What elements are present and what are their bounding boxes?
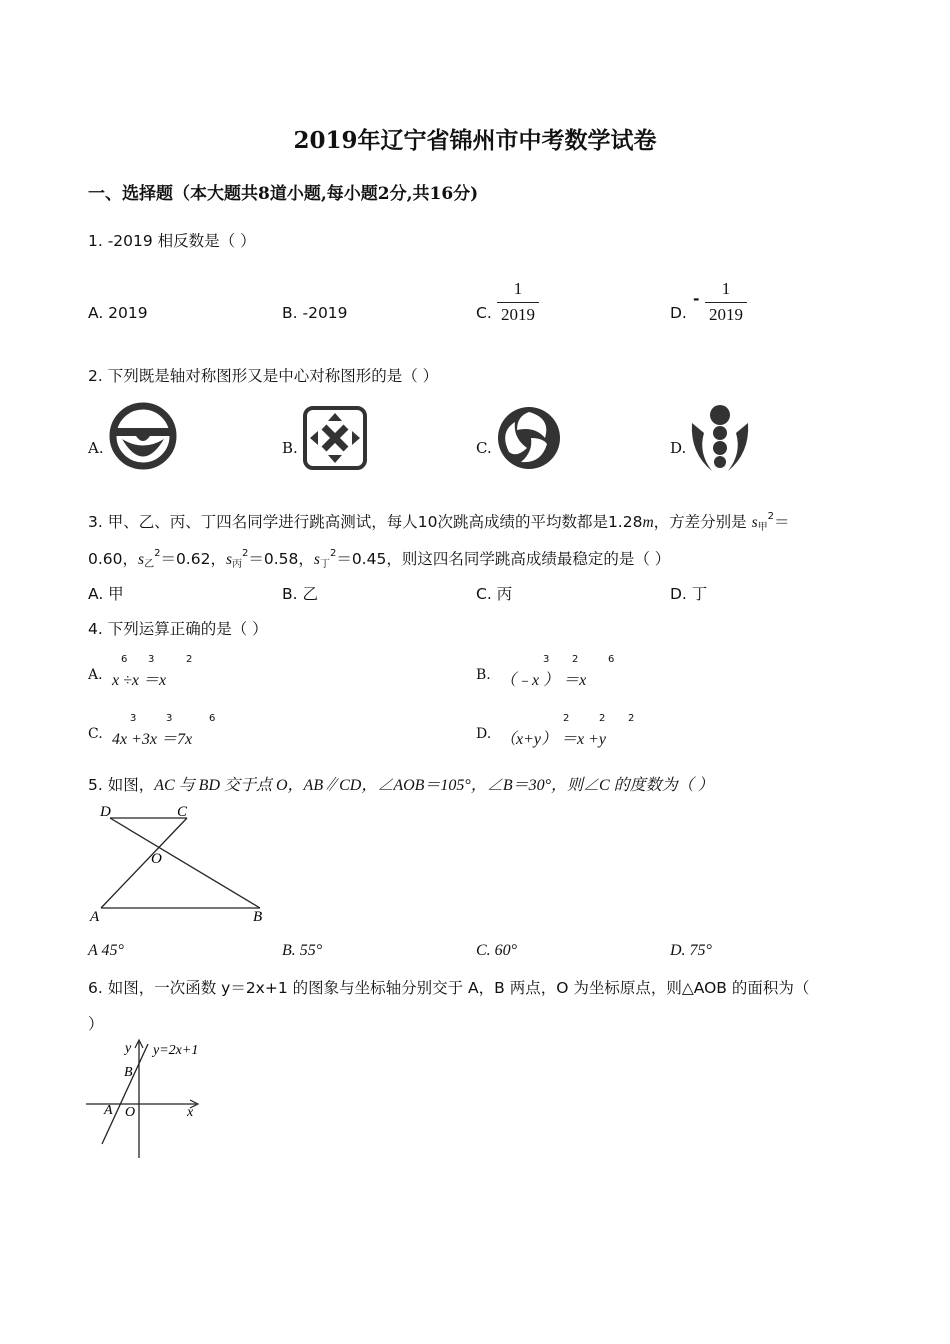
q2-stem: 2. 下列既是轴对称图形又是中心对称图形的是（ ）	[88, 367, 439, 385]
q5-stem	[88, 772, 714, 795]
q5-option-a[interactable]: A 45°	[88, 942, 124, 959]
q5-option-b[interactable]: B. 55°	[282, 942, 323, 959]
q1-option-d-fraction	[705, 279, 747, 325]
q4-option-d-label[interactable]: D.	[476, 726, 492, 742]
q3-line2	[88, 547, 670, 569]
page-title: 2019年辽宁省锦州市中考数学试卷	[293, 127, 657, 154]
q1-option-d-label[interactable]: D.	[670, 304, 687, 322]
q4-a-sup-2: 3	[148, 654, 155, 665]
q4-option-d-expr: （x+y） ＝x +y	[500, 731, 607, 748]
q4-option-c-expr: 4x +3x ＝7x	[112, 731, 193, 748]
sub-yi: 乙	[144, 559, 155, 570]
variance-s: s	[313, 551, 320, 568]
fraction-bar	[705, 302, 747, 303]
variance-s: s	[225, 551, 232, 568]
q3-line1-post: ，方差分别是	[653, 513, 747, 531]
q3-option-c[interactable]: C. 丙	[476, 585, 513, 603]
label-B: B	[253, 909, 263, 925]
q6-figure	[84, 1038, 224, 1162]
q4-c-sup-2: 3	[166, 713, 173, 724]
q4-d-sup-1: 2	[563, 713, 570, 724]
value-ding: ＝0.45，则这四名同学跳高成绩最稳定的是（ ）	[336, 550, 671, 568]
q3-option-a[interactable]: A. 甲	[88, 585, 124, 603]
q5-stem-math: AC 与 BD 交于点 O，AB∥CD，∠AOB＝105°，∠B＝30°，则∠C 的度数为（ ）	[154, 777, 714, 794]
q4-option-b-expr: （﹣x ） ＝x	[500, 672, 587, 689]
label-A: A	[90, 909, 100, 925]
sub-bing: 丙	[232, 559, 242, 570]
label-C: C	[177, 804, 188, 820]
q5-stem-pre: 5. 如图，	[88, 776, 155, 794]
q3-line1-text: 3. 甲、乙、丙、丁四名同学进行跳高测试，每人10次跳高成绩的平均数都是1.28	[88, 513, 643, 531]
q2-option-b-label[interactable]: B.	[282, 439, 298, 457]
fraction-denominator: 2019	[501, 305, 535, 324]
q2-option-d-figure	[688, 403, 752, 475]
section-heading: 一、选择题（本大题共8道小题,每小题2分,共16分)	[88, 184, 479, 204]
label-D: D	[100, 804, 111, 820]
q4-d-sup-3: 2	[628, 713, 635, 724]
q4-c-sup-3: 6	[209, 713, 216, 724]
q4-d-sup-2: 2	[599, 713, 606, 724]
q1-option-d-sign: -	[693, 290, 700, 308]
q4-option-b-label[interactable]: B.	[476, 667, 491, 683]
label-line-equation: y=2x+1	[153, 1043, 199, 1058]
q3-option-b[interactable]: B. 乙	[282, 585, 318, 603]
q4-stem: 4. 下列运算正确的是（ ）	[88, 620, 268, 638]
q2-option-b-figure	[302, 405, 368, 471]
q3-option-d[interactable]: D. 丁	[670, 585, 708, 603]
q4-b-sup-1: 3	[543, 654, 550, 665]
q2-option-d-label[interactable]: D.	[670, 439, 687, 457]
q2-option-c-label[interactable]: C.	[476, 439, 492, 457]
q4-a-sup-1: 6	[121, 654, 128, 665]
sup-2: 2	[329, 548, 337, 559]
sup-2: 2	[154, 548, 161, 559]
variance-s: s	[138, 551, 145, 568]
label-O: O	[151, 851, 162, 867]
q1-option-c-label[interactable]: C.	[476, 304, 492, 322]
sub-jia: 甲	[757, 522, 768, 533]
q4-c-sup-1: 3	[130, 713, 137, 724]
q6-stem: 6. 如图，一次函数 y＝2x+1 的图象与坐标轴分别交于 A，B 两点，O 为坐标原点，则△AOB 的面积为（	[88, 979, 810, 997]
label-x: x	[187, 1105, 194, 1120]
equals: ＝	[774, 513, 790, 531]
q2-option-a-figure	[108, 402, 178, 470]
value-jia: 0.60，	[88, 550, 139, 568]
label-B: B	[124, 1065, 133, 1080]
q1-option-a[interactable]: A. 2019	[88, 304, 148, 322]
q1-stem: 1. -2019 相反数是（ ）	[88, 232, 256, 250]
unit-m: m	[642, 514, 654, 531]
q1-option-b[interactable]: B. -2019	[282, 304, 348, 322]
label-O: O	[125, 1105, 136, 1120]
label-y: y	[125, 1041, 132, 1056]
variance-s: s	[751, 514, 758, 531]
value-yi: ＝0.62，	[160, 550, 226, 568]
q5-figure	[88, 800, 278, 928]
sub-ding: 丁	[319, 559, 330, 570]
q5-option-c[interactable]: C. 60°	[476, 942, 518, 959]
q4-b-sup-2: 2	[572, 654, 579, 665]
fraction-numerator: 1	[513, 279, 523, 298]
sup-2: 2	[767, 511, 775, 522]
q3-line1	[88, 510, 790, 532]
q4-option-a-expr: x ÷x ＝x	[112, 672, 167, 689]
fraction-bar	[497, 302, 539, 303]
q5-option-d[interactable]: D. 75°	[670, 942, 712, 959]
fraction-denominator: 2019	[709, 305, 743, 324]
q1-option-c-fraction	[497, 279, 539, 325]
q4-a-sup-3: 2	[186, 654, 193, 665]
value-bing: ＝0.58，	[248, 550, 314, 568]
q4-b-sup-3: 6	[608, 654, 615, 665]
label-A: A	[104, 1103, 113, 1118]
sup-2: 2	[242, 548, 249, 559]
q2-option-a-label[interactable]: A.	[88, 439, 104, 457]
q2-option-c-figure	[495, 404, 563, 472]
q4-option-c-label[interactable]: C.	[88, 726, 103, 742]
q4-option-a-label[interactable]: A.	[88, 667, 103, 683]
fraction-numerator: 1	[721, 279, 731, 298]
q6-stem-end: ）	[88, 1015, 104, 1033]
